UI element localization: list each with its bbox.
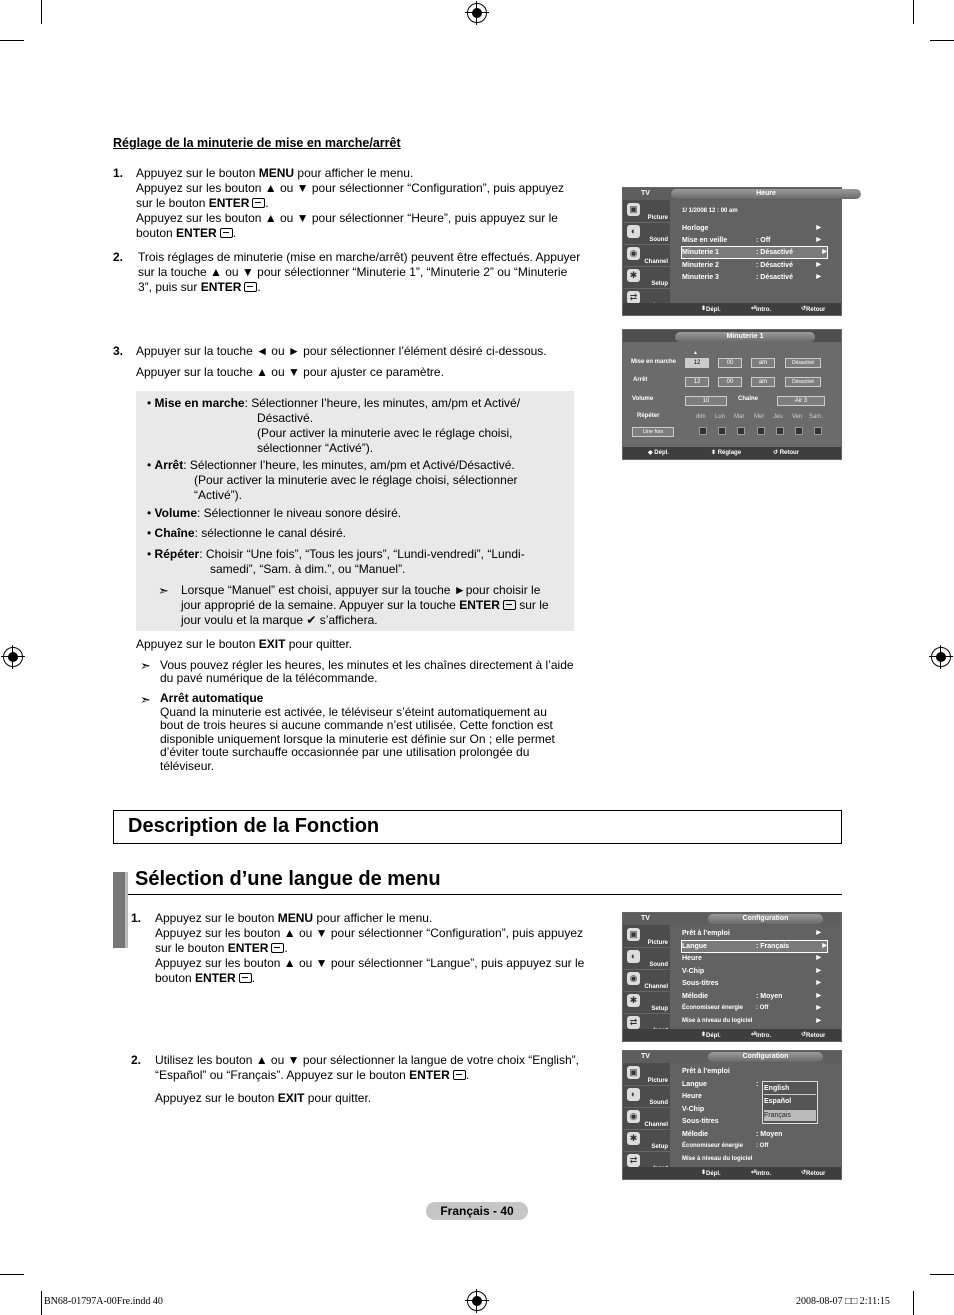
enter-icon (244, 282, 257, 292)
menu-row[interactable]: Mise à niveau du logiciel (682, 1156, 753, 1162)
menu-title: Configuration (708, 1052, 823, 1062)
channel-icon: ◉ (627, 247, 640, 260)
return-hint: ↺ Retour (773, 450, 800, 456)
sound-icon: ◐ (627, 225, 640, 238)
channel-icon: ◉ (627, 1110, 640, 1123)
return-hint: ↺ Retour (801, 306, 826, 313)
registration-mark-icon (931, 647, 951, 667)
day-checkbox[interactable] (699, 427, 707, 435)
move-hint: ⬍ Dépl. (701, 1170, 721, 1177)
enter-hint: ⏎ Intro. (751, 306, 772, 313)
menu-sound[interactable]: ◐ Sound (623, 947, 670, 970)
channel-field[interactable]: Air 3 (777, 396, 825, 406)
menu-sound[interactable]: ◐ Sound (623, 222, 670, 245)
registration-mark-icon (467, 1291, 487, 1311)
input-icon: ⇄ (627, 1154, 640, 1167)
gear-icon: ✱ (627, 269, 640, 282)
step-2-text: Trois réglages de minuterie (mise en marche/arrêt) peuvent être effectués. Appuyer sur la touche ▲ ou ▼ pour sélectionner “Minuterie 1”, “Minuterie 2” ou “Minuterie 3”, puis sur ENTER . (138, 250, 581, 294)
field-label: Répéter (637, 413, 660, 419)
crop-mark (913, 1291, 914, 1315)
step-number: 1. (131, 911, 142, 925)
bullet-repeter: • Répéter: Choisir “Une fois”, “Tous les jours”, “Lundi-vendredi”, “Lundi- samedi”, “Sam. à dim.”, ou “Manuel”. (147, 547, 525, 576)
step-number: 2. (131, 1053, 142, 1067)
input-icon: ⇄ (627, 1016, 640, 1029)
adjust-hint: ⬍ Réglage (711, 450, 742, 456)
move-hint: ⬍ Dépl. (701, 1032, 721, 1039)
field-label: Chaîne (738, 396, 759, 402)
heading-bar (113, 872, 125, 948)
menu-row[interactable]: Mise à niveau du logiciel ▶ (682, 1018, 821, 1024)
bullet-arret: • Arrêt: Sélectionner l’heure, les minutes, am/pm et Activé/Désactivé. (Pour activer la minuterie avec le réglage choisi, sélectionner “Activé”). (147, 458, 518, 502)
field-label: Arrêt (633, 377, 648, 383)
crop-mark (0, 40, 24, 41)
enter-hint: ⏎ Intro. (751, 1032, 772, 1039)
step-1-text: Appuyez sur le bouton MENU pour afficher le menu. Appuyez sur les bouton ▲ ou ▼ pour sélectionner “Configuration”, puis appuyez sur le bouton ENTER . Appuyez sur les bouton ▲ ou ▼ pour sélectionner “Langue”, puis appuyez sur le bouton ENTER . (155, 911, 585, 985)
function-description-heading: Description de la Fonction (113, 810, 842, 844)
menu-picture[interactable]: ▣ Picture (623, 1063, 670, 1086)
enter-icon (453, 1070, 466, 1080)
tv-menu-heure (622, 187, 842, 316)
menu-setup[interactable]: ✱ Setup (623, 1129, 670, 1152)
ampm-field[interactable]: am (751, 377, 775, 387)
enter-icon (252, 198, 265, 208)
note-arrow-icon: ➣ (158, 583, 169, 598)
sound-icon: ◐ (627, 950, 640, 963)
enter-icon (503, 600, 516, 610)
print-timestamp: 2008-08-07 □□ 2:11:15 (796, 1296, 890, 1307)
language-dropdown (762, 1081, 818, 1124)
return-hint: ↺ Retour (801, 1032, 826, 1039)
menu-row[interactable]: Mise en veille : Off ▶ (682, 237, 821, 244)
field-label: Volume (632, 396, 654, 402)
menu-row[interactable]: Horloge ▶ (682, 225, 821, 232)
note-manuel: Lorsque “Manuel” est choisi, appuyer sur la touche ►pour choisir le jour approprié de la semaine. Appuyer sur la touche ENTER sur le jour voulu et la marque ✔ s’affichera. (181, 583, 549, 627)
section-heading: Réglage de la minuterie de mise en marche/arrêt (113, 136, 401, 150)
tv-menu-minuterie (622, 329, 842, 460)
menu-row[interactable]: Sous-titres (682, 1118, 719, 1125)
up-arrow-icon: ▲ (693, 350, 698, 356)
menu-row[interactable]: Heure (682, 1093, 702, 1100)
bullet-mise-en-marche: • Mise en marche: Sélectionner l’heure, les minutes, am/pm et Activé/ Désactivé. (Pour activer la minuterie avec le réglage choisi, sélectionner “Activé”). (147, 396, 521, 455)
bullet-chaine: • Chaîne: sélectionne le canal désiré. (147, 526, 346, 540)
language-option-selected[interactable]: Français (764, 1110, 816, 1121)
day-label: dim (696, 414, 706, 420)
page-number: Français - 40 (426, 1202, 528, 1220)
tv-menu-configuration-language (622, 1050, 842, 1180)
tv-label: TV (641, 1053, 650, 1060)
menu-row[interactable]: Prêt à l’emploi (682, 1068, 730, 1075)
tip-numeric-keypad: Vous pouvez régler les heures, les minutes et les chaînes directement à l’aide du pavé numérique de la télécommande. (160, 658, 574, 685)
crop-mark (0, 1274, 24, 1275)
menu-title: Configuration (708, 914, 823, 924)
menu-title: Minuterie 1 (675, 332, 815, 342)
exit-instruction: Appuyez sur le bouton EXIT pour quitter. (136, 637, 353, 651)
step-number: 1. (113, 166, 124, 180)
menu-channel[interactable]: ◉ Channel (623, 1107, 670, 1130)
menu-row[interactable]: Langue : (682, 1081, 759, 1088)
tv-label: TV (641, 915, 650, 922)
crop-mark (913, 0, 914, 24)
registration-mark-icon (467, 3, 487, 23)
menu-row[interactable]: V-Chip ▶ (682, 968, 821, 975)
day-checkbox[interactable] (757, 427, 765, 435)
note-arrow-icon: ➣ (140, 658, 151, 673)
menu-row[interactable]: Économiseur énergie : Off (682, 1143, 769, 1149)
menu-setup[interactable]: ✱ Setup (623, 991, 670, 1014)
exit-instruction: Appuyez sur le bouton EXIT pour quitter. (155, 1091, 372, 1105)
menu-row[interactable]: Mélodie : Moyen (682, 1131, 783, 1138)
step-2-text: Utilisez les bouton ▲ ou ▼ pour sélectionner la langue de votre choix “English”, “Español” ou “Français”. Appuyez sur le bouton ENTER . (155, 1053, 579, 1082)
day-checkbox[interactable] (737, 427, 745, 435)
clock-readout: 1/ 1/2008 12 : 00 am (682, 208, 738, 214)
menu-setup[interactable]: ✱ Setup (623, 266, 670, 289)
day-label: Mer (754, 414, 765, 420)
menu-row[interactable]: Heure ▶ (682, 955, 821, 962)
crop-mark (930, 1274, 954, 1275)
repeat-field[interactable]: Une fois (632, 427, 674, 437)
day-label: Sam. (809, 414, 824, 420)
day-label: Lun (715, 414, 726, 420)
move-hint: ◆ Dépl. (648, 450, 669, 456)
gear-icon: ✱ (627, 1132, 640, 1145)
language-option[interactable]: English (764, 1083, 816, 1095)
picture-icon: ▣ (627, 1066, 640, 1079)
enter-icon (239, 973, 252, 983)
menu-row[interactable]: Sous-titres ▶ (682, 980, 821, 987)
day-checkbox[interactable] (776, 427, 784, 435)
minute-field[interactable]: 00 (718, 358, 742, 368)
menu-picture[interactable]: ▣ Picture (623, 925, 670, 948)
menu-picture[interactable]: ▣ Picture (623, 200, 670, 223)
day-label: Ven (792, 414, 803, 420)
step-number: 2. (113, 250, 124, 264)
hour-field[interactable]: 12 (685, 377, 709, 387)
menu-title: Heure (671, 189, 861, 199)
step-3-text: Appuyer sur la touche ▲ ou ▼ pour ajuster ce paramètre. (136, 365, 444, 379)
state-field[interactable]: Désactivé (785, 358, 821, 368)
menu-row[interactable]: Mélodie : Moyen ▶ (682, 993, 821, 1000)
return-hint: ↺ Retour (801, 1170, 826, 1177)
enter-hint: ⏎ Intro. (751, 1170, 772, 1177)
menu-row[interactable]: V-Chip (682, 1106, 705, 1113)
menu-sound[interactable]: ◐ Sound (623, 1085, 670, 1108)
picture-icon: ▣ (627, 928, 640, 941)
menu-channel[interactable]: ◉ Channel (623, 244, 670, 267)
language-option[interactable]: Español (764, 1098, 792, 1105)
page-title: Sélection d’une langue de menu (135, 868, 441, 890)
volume-field[interactable]: 10 (685, 396, 727, 406)
day-label: Jeu (773, 414, 783, 420)
tv-label: TV (641, 190, 650, 197)
tip-auto-off: Arrêt automatique Quand la minuterie est activée, le téléviseur s’éteint automatiquement au bout de trois heures si aucune commande n’est utilisée. Cette fonction est disponible uniquement lorsque la minuterie est définie sur On ; elle permet d’éviter toute surchauffe occasionnée par une utilisation prolongée du téléviseur. (160, 691, 555, 773)
state-field[interactable]: Désactivé (785, 377, 821, 387)
field-label: Mise en marche (631, 359, 677, 365)
heading-bar (125, 872, 128, 948)
picture-icon: ▣ (627, 203, 640, 216)
step-number: 3. (113, 344, 124, 358)
note-arrow-icon: ➣ (140, 692, 151, 707)
channel-icon: ◉ (627, 972, 640, 985)
crop-mark (930, 40, 954, 41)
menu-channel[interactable]: ◉ Channel (623, 969, 670, 992)
menu-row-selected[interactable]: Langue : Français ▶ (682, 943, 827, 950)
file-info: BN68-01797A-00Fre.indd 40 (44, 1296, 163, 1307)
day-checkbox[interactable] (814, 427, 822, 435)
registration-mark-icon (3, 647, 23, 667)
input-icon: ⇄ (627, 291, 640, 304)
menu-row[interactable]: Minuterie 2 : Désactivé ▶ (682, 262, 821, 269)
tv-menu-configuration (622, 912, 842, 1042)
sound-icon: ◐ (627, 1088, 640, 1101)
menu-row[interactable]: Économiseur énergie : Off ▶ (682, 1005, 821, 1011)
day-checkbox[interactable] (795, 427, 803, 435)
step-1-text: Appuyez sur le bouton MENU pour afficher le menu. Appuyez sur les bouton ▲ ou ▼ pour sélectionner “Configuration”, puis appuyez sur le bouton ENTER . Appuyez sur les bouton ▲ ou ▼ pour sélectionner “Heure”, puis appuyez sur le bouton ENTER . (136, 166, 564, 240)
gear-icon: ✱ (627, 994, 640, 1007)
step-3-text: Appuyer sur la touche ◄ ou ► pour sélectionner l’élément désiré ci-dessous. (136, 344, 547, 358)
ampm-field[interactable]: am (751, 358, 775, 368)
menu-row[interactable]: Prêt à l’emploi ▶ (682, 930, 821, 937)
menu-row-selected[interactable]: Minuterie 1 : Désactivé ▶ (682, 249, 827, 256)
enter-icon (220, 228, 233, 238)
hour-field[interactable]: 12 (685, 358, 709, 368)
divider (128, 894, 842, 895)
menu-row[interactable]: Minuterie 3 : Désactivé ▶ (682, 274, 821, 281)
crop-mark (41, 0, 42, 24)
day-label: Mar (734, 414, 745, 420)
enter-icon (271, 943, 284, 953)
day-checkbox[interactable] (718, 427, 726, 435)
minute-field[interactable]: 00 (718, 377, 742, 387)
bullet-volume: • Volume: Sélectionner le niveau sonore désiré. (147, 506, 402, 520)
crop-mark (41, 1291, 42, 1315)
move-hint: ⬍ Dépl. (701, 306, 721, 313)
